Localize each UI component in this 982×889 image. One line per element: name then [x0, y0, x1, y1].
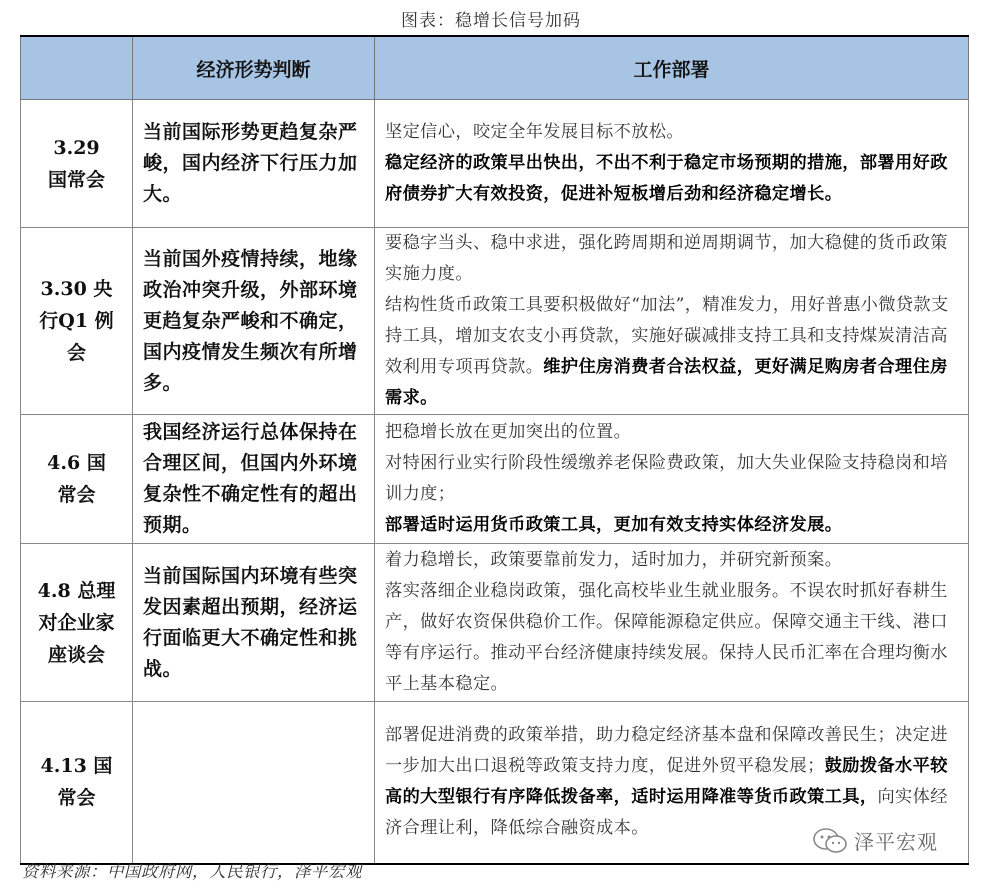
- work-line: [385, 417, 960, 448]
- policy-table: [20, 35, 969, 865]
- work-cell: [375, 544, 969, 702]
- work-cell: [375, 228, 969, 415]
- work-text-bold: 维护住房消费者合法权益，更好满足购房者合理住房需求。: [385, 357, 948, 408]
- work-line: [385, 510, 960, 541]
- watermark-text: 泽平宏观: [854, 830, 938, 854]
- work-text: 部署促进消费的政策举措，助力稳定经济基本盘和保障改善民生；决定进一步加大出口退税等政策支持力度，促进外贸平稳发展；: [385, 725, 948, 777]
- work-line: [385, 148, 960, 210]
- wechat-icon: [812, 827, 848, 855]
- work-cell: [375, 415, 969, 544]
- work-cell: [375, 100, 969, 228]
- header-judgment: 经济形势判断: [133, 36, 375, 100]
- judgment-cell: [133, 702, 375, 864]
- header-meeting: [21, 36, 133, 100]
- work-text: 对特困行业实行阶段性缓缴养老保险费政策，加大失业保险支持稳岗和培训力度；: [385, 453, 948, 504]
- work-line: [385, 545, 960, 576]
- meeting-label: 3.29 国常会: [47, 136, 105, 191]
- work-text: 着力稳增长，政策要靠前发力，适时加力，并研究新预案。: [385, 550, 843, 570]
- header-work: 工作部署: [375, 36, 969, 100]
- judgment-cell: 当前国际形势更趋复杂严峻，国内经济下行压力加大。: [133, 100, 375, 228]
- source-note: 资料来源：中国政府网，人民银行，泽平宏观: [22, 862, 362, 881]
- wechat-watermark: [812, 826, 938, 855]
- meeting-label: 4.13 国常会: [40, 755, 113, 810]
- meeting-cell: [21, 228, 133, 415]
- work-text: 向实体经济合理让利，降低综合融资成本。: [385, 787, 948, 839]
- table-row: [21, 544, 969, 702]
- policy-table-wrapper: [20, 35, 968, 865]
- table-row: [21, 415, 969, 544]
- meeting-cell: [21, 415, 133, 544]
- work-text-bold: 鼓励拨备水平较高的大型银行有序降低拨备率，适时运用降准等货币政策工具，: [385, 756, 948, 808]
- meeting-label: 3.30 央行Q1 例会: [39, 278, 114, 364]
- judgment-cell: 当前国际国内环境有些突发因素超出预期，经济运行面临更大不确定性和挑战。: [133, 544, 375, 702]
- meeting-label: 4.8 总理对企业家座谈会: [37, 579, 116, 666]
- judgment-cell: 当前国外疫情持续，地缘政治冲突升级，外部环境更趋复杂严峻和不确定，国内疫情发生频次有所增多。: [133, 228, 375, 415]
- meeting-cell: [21, 544, 133, 702]
- work-text-bold: 部署适时运用货币政策工具，更加有效支持实体经济发展。: [385, 515, 843, 535]
- work-text-bold: 稳定经济的政策早出快出，不出不利于稳定市场预期的措施，部署用好政府债券扩大有效投资，促进补短板增后劲和经济稳定增长。: [385, 153, 948, 204]
- work-line: [385, 228, 960, 290]
- meeting-cell: [21, 100, 133, 228]
- table-header-row: [21, 36, 969, 100]
- work-line: [385, 576, 960, 700]
- table-row: [21, 228, 969, 415]
- work-text: 落实落细企业稳岗政策，强化高校毕业生就业服务。不误农时抓好春耕生产，做好农资保供稳价工作。保障能源稳定供应。保障交通主干线、港口等有序运行。推动平台经济健康持续发展。保持人民币汇率在合理均衡水平上基本稳定。: [385, 581, 948, 694]
- meeting-label: 4.6 国常会: [47, 452, 106, 506]
- work-text: 坚定信心，咬定全年发展目标不放松。: [385, 122, 684, 142]
- work-text: 要稳字当头、稳中求进，强化跨周期和逆周期调节，加大稳健的货币政策实施力度。: [385, 233, 948, 284]
- work-line: [385, 290, 960, 414]
- work-text: 把稳增长放在更加突出的位置。: [385, 422, 632, 442]
- work-line: [385, 117, 960, 148]
- meeting-cell: [21, 702, 133, 864]
- table-row: [21, 100, 969, 228]
- work-line: [385, 448, 960, 510]
- work-text: 结构性货币政策工具要积极做好“加法”，精准发力，用好普惠小微贷款支持工具，增加支农支小再贷款，实施好碳减排支持工具和支持煤炭清洁高效利用专项再贷款。: [385, 295, 949, 377]
- judgment-cell: 我国经济运行总体保持在合理区间，但国内外环境复杂性不确定性有的超出预期。: [133, 415, 375, 544]
- figure-title: 图表：稳增长信号加码: [401, 11, 581, 31]
